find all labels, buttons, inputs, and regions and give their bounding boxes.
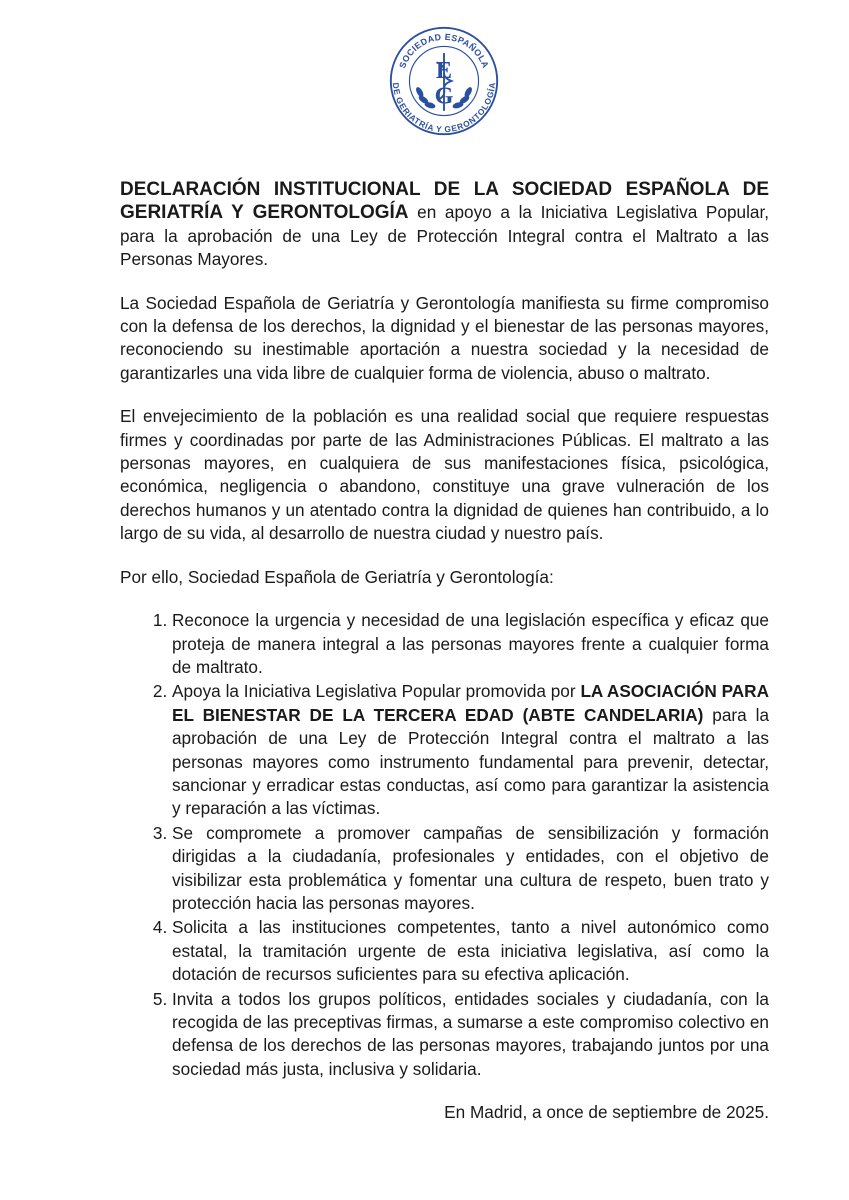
point-3: 3. Se compromete a promover campañas de sensibilización y formación dirigidas a la ciudadanía, profesionales y entidades, con el objetivo de visibilizar esta problemática y fomentar una cultura de respeto, buen trato y protección hacia las personas mayores. (172, 822, 769, 916)
point-2 (172, 680, 769, 820)
closing-date: En Madrid, a once de septiembre de 2025. (444, 1102, 769, 1123)
point-1: 1. Reconoce la urgencia y necesidad de una legislación específica y eficaz que proteja de manera integral a las personas mayores frente a cualquier forma de maltrato. (172, 609, 769, 679)
heading-rest: en apoyo a la Iniciativa Legislativa Popular, para la aprobación de una Ley de Protección Integral contra el Maltrato a las Personas Mayores. (120, 202, 769, 270)
paragraph-commitment: La Sociedad Española de Geriatría y Gerontología manifiesta su firme compromiso con la defensa de los derechos, la dignidad y el bienestar de las personas mayores, reconociendo su inestimable aportación a nuestra sociedad y la necesidad de garantizarles una vida libre de cualquier forma de violencia, abuso o maltrato. (120, 292, 769, 383)
point-2-association: LA ASOCIACIÓN PARA EL BIENESTAR DE LA TERCERA EDAD (ABTE CANDELARIA) (172, 681, 769, 725)
seggg-logo (388, 25, 500, 137)
paragraph-ageing: El envejecimiento de la población es una realidad social que requiere respuestas firmes y coordinadas por parte de las Administraciones Públicas. El maltrato a las personas mayores, en cualquiera de sus manifestaciones física, psicológica, económica, negligencia o abandono, constituye una grave vulneración de los derechos humanos y un atentado contra la dignidad de quienes han contribuido, a lo largo de su vida, al desarrollo de nuestra ciudad y nuestro país. (120, 406, 769, 544)
point-5: 5. Invita a todos los grupos políticos, entidades sociales y ciudadanía, con la recogida de las preceptivas firmas, a sumarse a este compromiso colectivo en defensa de los derechos de las personas mayores, trabajando juntos por una sociedad más justa, inclusiva y solidaria. (172, 988, 769, 1082)
logo-top-text: SOCIEDAD ESPAÑOLA (397, 31, 491, 70)
heading-bold-title: DECLARACIÓN INSTITUCIONAL DE LA SOCIEDAD ESPAÑOLA DE GERIATRÍA Y GERONTOLOGÍA (120, 179, 769, 224)
declaration-heading (120, 178, 769, 272)
point-2-before: Apoya la Iniciativa Legislativa Popular promovida por (172, 681, 581, 702)
declaration-document (120, 178, 769, 1145)
point-2-after: para la aprobación de una Ley de Protección Integral contra el maltrato a las personas mayores como instrumento fundamental para prevenir, detectar, sancionar y erradicar estas conductas, así como para garantizar la asistencia y reparación a las víctimas. (172, 704, 769, 819)
point-4: 4. Solicita a las instituciones competentes, tanto a nivel autonómico como estatal, la tramitación urgente de esta iniciativa legislativa, así como la dotación de recursos suficientes para su efectiva aplicación. (172, 916, 769, 986)
logo-letter-g: G (434, 82, 454, 110)
declaration-points (120, 609, 769, 1081)
paragraph-intro-points: Por ello, Sociedad Española de Geriatría y Gerontología: (120, 566, 554, 587)
logo-letter-e: E (435, 57, 453, 85)
logo-bottom-text: DE GERIATRÍA Y GERONTOLOGÍA (390, 82, 498, 135)
